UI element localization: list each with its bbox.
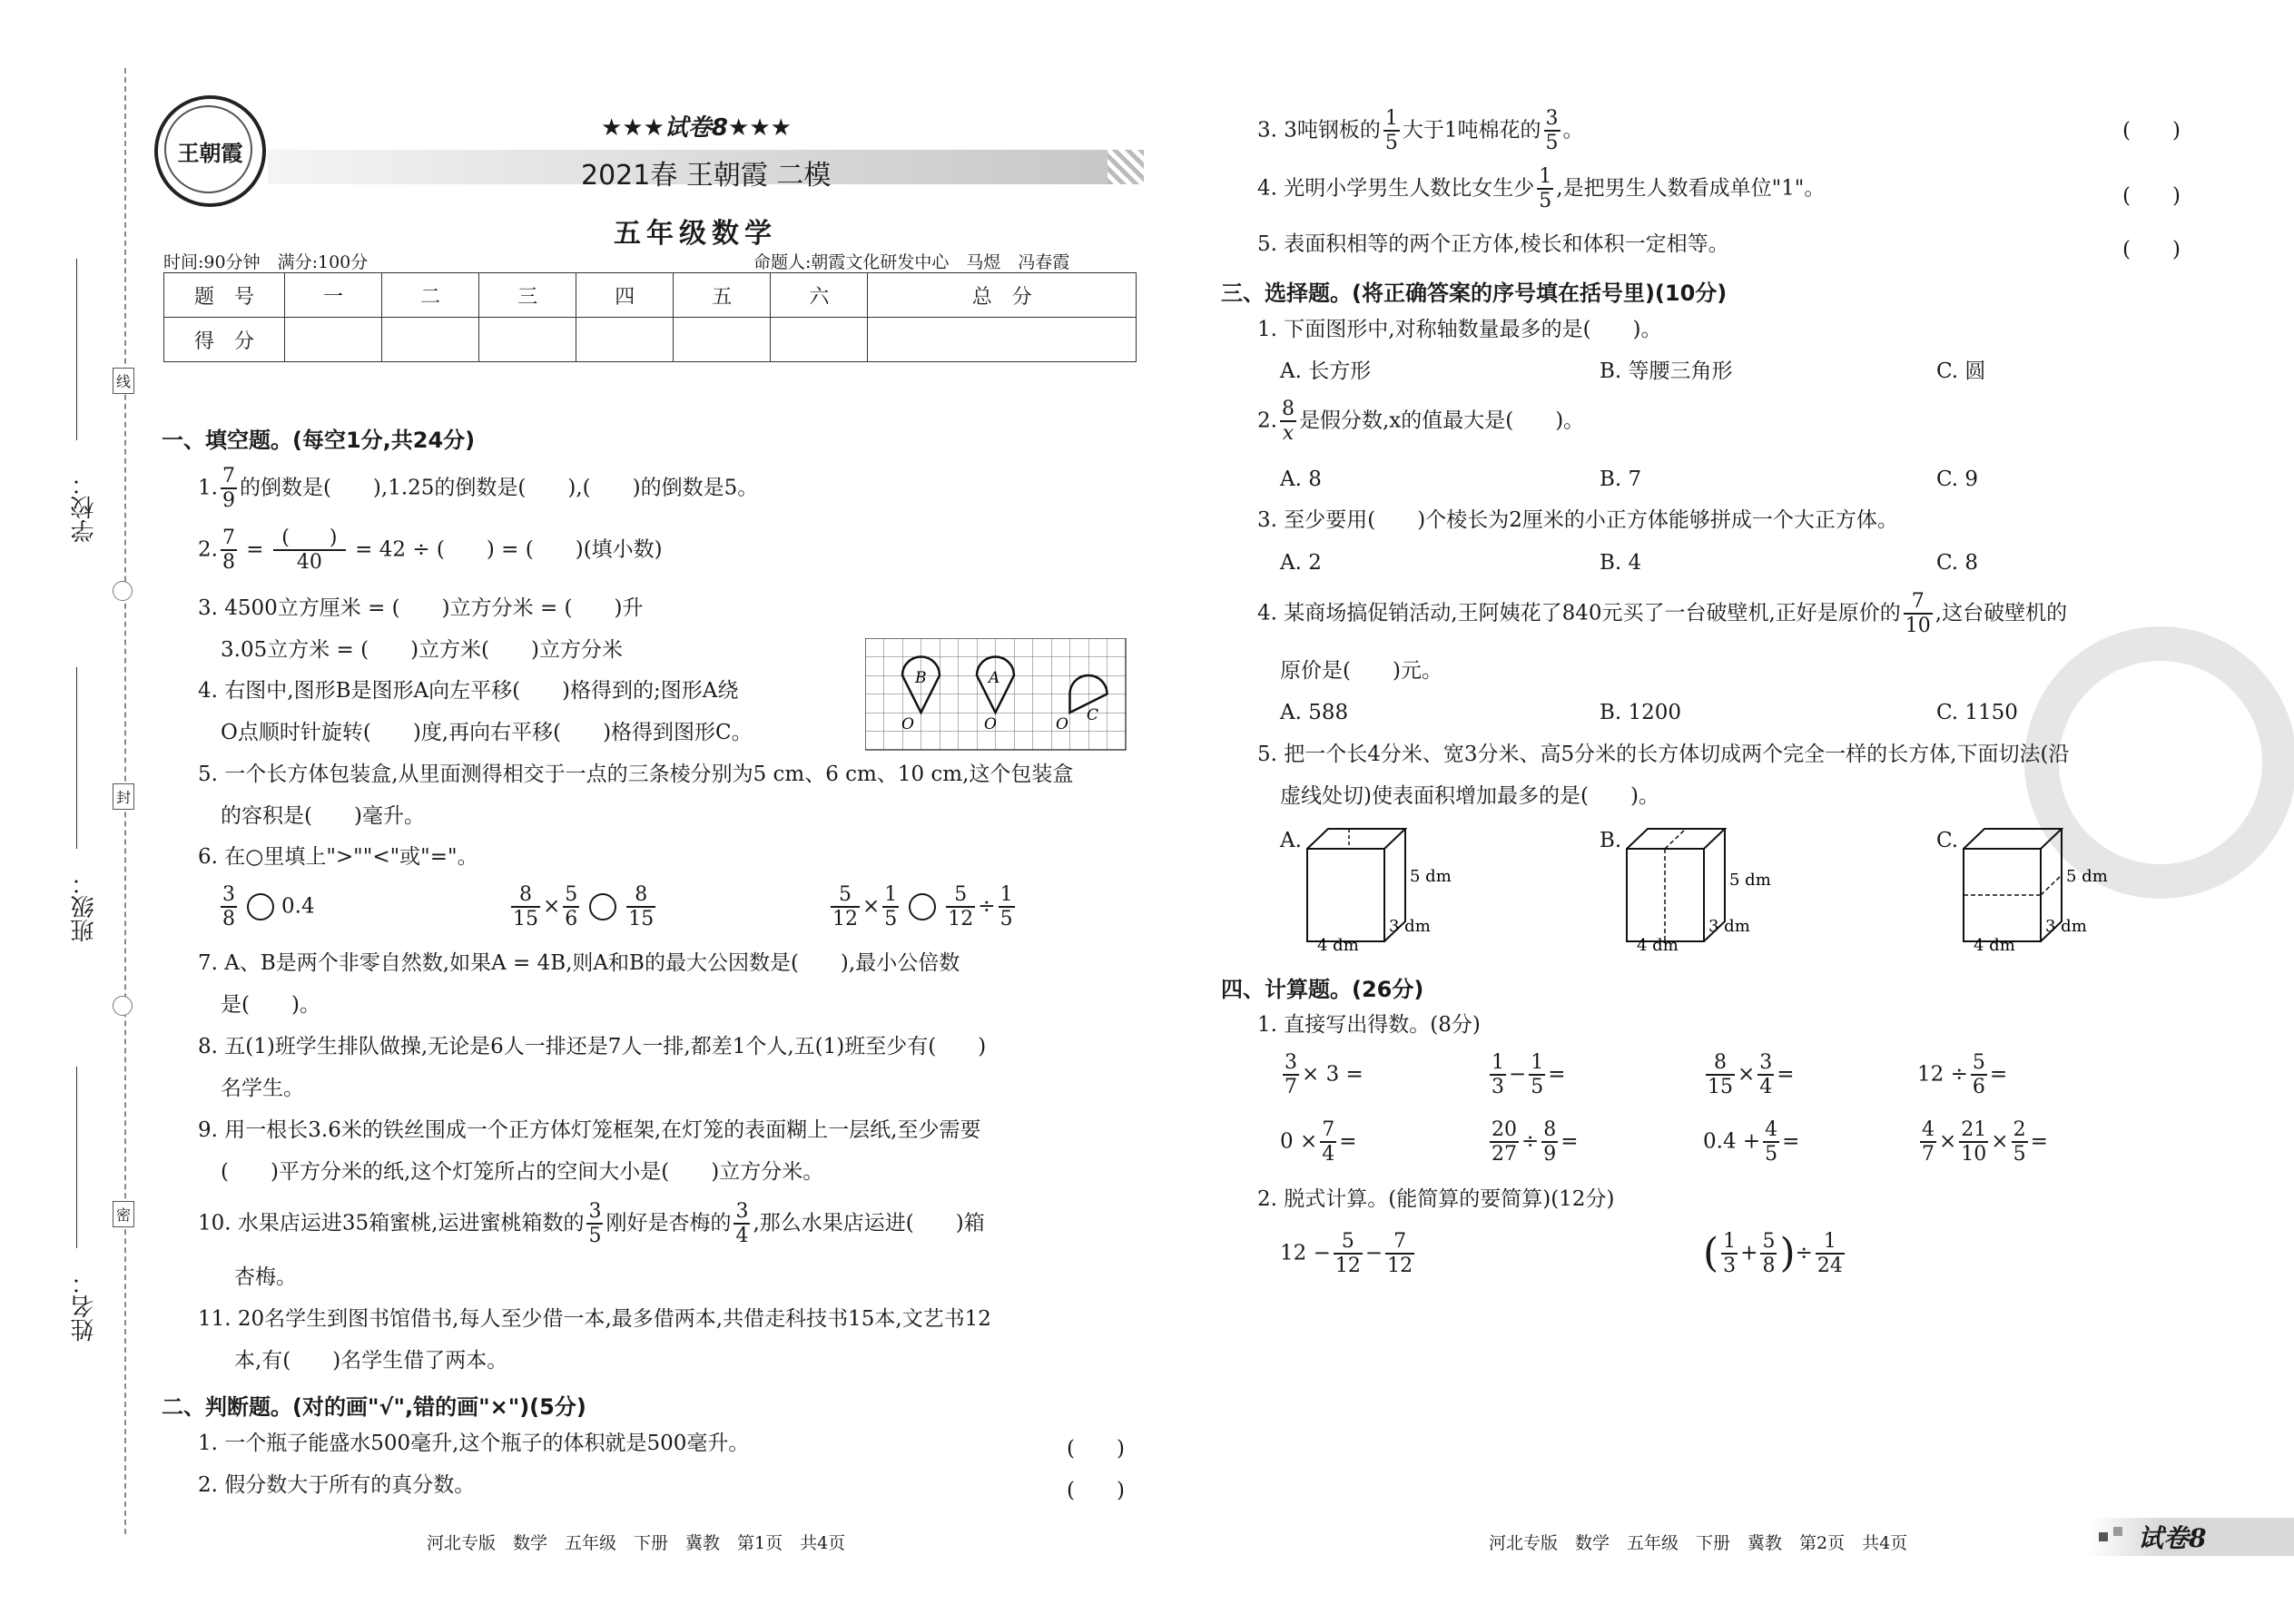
logo-text: 王朝霞	[177, 140, 243, 166]
option-a[interactable]: A. 588	[1280, 701, 1349, 724]
step-calc-1: 12 − $\frac{5}{12}$ − $\frac{7}{12}$	[1280, 1230, 1413, 1278]
fraction: $\frac{7}{9}$	[222, 465, 235, 513]
grid-figure	[865, 638, 1137, 752]
label-c: C	[1087, 706, 1099, 724]
question-11a: 11. 20名学生到图书馆借书,每人至少借一本,最多借两本,共借走科技书15本,文艺书12	[198, 1307, 991, 1331]
score-header-cell: 四	[576, 273, 674, 318]
score-header-cell: 六	[771, 273, 868, 318]
cuboid-c	[1959, 822, 2132, 953]
option-a[interactable]: A.	[1280, 829, 1302, 852]
choice-5b: 虚线处切)使表面积增加最多的是( )。	[1280, 784, 1659, 808]
score-header-cell: 五	[674, 273, 771, 318]
band-pattern	[1108, 150, 1144, 184]
answer-paren[interactable]: ( )	[2122, 184, 2181, 208]
question-4a: 4. 右图中,图形B是图形A向左平移( )格得到的;图形A绕	[198, 679, 739, 703]
binding-hole-icon	[113, 581, 133, 601]
oral-calc: $\frac{4}{7}$ × $\frac{21}{10}$ × $\frac{2}{5}$ =	[1922, 1118, 2048, 1166]
compare-item-b: $\frac{8}{15}$ × $\frac{5}{6}$ $\frac{8}{15}$	[513, 883, 655, 931]
question-5b: 的容积是( )毫升。	[221, 804, 425, 828]
judge-5: 5. 表面积相等的两个正方体,棱长和体积一定相等。	[1257, 232, 1729, 256]
oral-calc: $\frac{1}{3}$ − $\frac{1}{5}$ =	[1492, 1051, 1566, 1099]
exam-title: 2021春 王朝霞 二模	[581, 160, 832, 192]
question-10: 10. 水果店运进35箱蜜桃,运进蜜桃箱数的 $\frac{3}{5}$ 刚好是杏梅的 $\frac{3}{4}$ ,那么水果店运进( )箱	[198, 1200, 985, 1248]
score-header-cell: 二	[382, 273, 479, 318]
calc-q1: 1. 直接写出得数。(8分)	[1257, 1013, 1481, 1037]
score-header-cell: 一	[285, 273, 382, 318]
oral-calc: 0 × $\frac{7}{4}$ =	[1280, 1118, 1357, 1166]
svg-text:5 dm: 5 dm	[1410, 867, 1452, 886]
score-cell[interactable]	[382, 318, 479, 362]
question-3b: 3.05立方米 = ( )立方米( )立方分米	[221, 638, 623, 662]
score-table-header-row	[164, 273, 1137, 318]
option-b[interactable]: B. 7	[1600, 468, 1642, 491]
svg-text:4 dm: 4 dm	[1317, 936, 1359, 953]
cuboid-a	[1303, 822, 1475, 953]
option-a[interactable]: A. 长方形	[1280, 359, 1372, 383]
question-9b: ( )平方分米的纸,这个灯笼所占的空间大小是( )立方分米。	[221, 1160, 824, 1184]
option-c[interactable]: C. 1150	[1936, 701, 2018, 724]
option-b[interactable]: B.	[1600, 829, 1622, 852]
seal-mark-secret: 密	[113, 1201, 134, 1227]
seal-mark-line: 线	[113, 368, 134, 394]
logo-seal	[154, 95, 266, 207]
svg-text:3 dm: 3 dm	[1708, 917, 1750, 936]
section-title: 二、判断题。(对的画"√",错的画"×")(5分)	[162, 1394, 586, 1420]
oral-calc: $\frac{3}{7}$ × 3 =	[1285, 1051, 1364, 1099]
oral-calc: $\frac{20}{27}$ ÷ $\frac{8}{9}$ =	[1492, 1118, 1579, 1166]
score-cell[interactable]	[479, 318, 576, 362]
answer-paren[interactable]: ( )	[1067, 1479, 1125, 1502]
compare-circle[interactable]	[247, 893, 274, 920]
question-2: 2. $\frac{7}{8}$ = $\frac{( )}{40}$ = 42 ÷ ( ) = ( )(填小数)	[198, 527, 663, 575]
score-cell[interactable]	[285, 318, 382, 362]
question-4b: O点顺时针旋转( )度,再向右平移( )格得到图形C。	[221, 721, 753, 744]
label-b: B	[915, 669, 927, 687]
compare-item-a: $\frac{3}{8}$ 0.4	[222, 883, 315, 931]
score-header-cell: 三	[479, 273, 576, 318]
section-title: 三、选择题。(将正确答案的序号填在括号里)(10分)	[1221, 281, 1728, 306]
calc-q2: 2. 脱式计算。(能简算的要简算)(12分)	[1257, 1187, 1615, 1211]
section-title: 一、填空题。(每空1分,共24分)	[162, 428, 476, 453]
question-6: 6. 在○里填上">""<"或"="。	[198, 845, 478, 869]
class-label: 班级：	[71, 871, 98, 942]
score-table	[163, 272, 1137, 362]
judge-4: 4. 光明小学男生人数比女生少 $\frac{1}{5}$ ,是把男生人数看成单位"1"。	[1257, 165, 1826, 213]
answer-paren[interactable]: ( )	[2122, 119, 2181, 143]
compare-circle[interactable]	[909, 893, 936, 920]
score-header-cell: 题 号	[164, 273, 285, 318]
time-info: 时间:90分钟 满分:100分	[163, 252, 369, 272]
label-o: O	[901, 715, 914, 733]
series-label: ★★★试卷8★★★	[601, 114, 792, 142]
score-header-cell: 总 分	[868, 273, 1137, 318]
oral-calc: $\frac{8}{15}$ × $\frac{3}{4}$ =	[1708, 1051, 1795, 1099]
question-11b: 本,有( )名学生借了两本。	[234, 1349, 508, 1373]
label-o: O	[1056, 715, 1068, 733]
footer-square-icon	[2113, 1527, 2122, 1536]
school-label: 学校：	[71, 472, 98, 543]
oral-calc: 0.4 + $\frac{4}{5}$ =	[1703, 1118, 1800, 1166]
footer-right: 河北专版 数学 五年级 下册 冀教 第2页 共4页	[1489, 1533, 1908, 1553]
choice-4: 4. 某商场搞促销活动,王阿姨花了840元买了一台破壁机,正好是原价的 $\frac{7}{10}$ ,这台破壁机的	[1257, 590, 2068, 638]
svg-text:4 dm: 4 dm	[1637, 936, 1679, 953]
choice-5a: 5. 把一个长4分米、宽3分米、高5分米的长方体切成两个完全一样的长方体,下面切法(沿	[1257, 743, 2070, 766]
cuboid-b	[1622, 822, 1795, 953]
option-b[interactable]: B. 4	[1600, 551, 1642, 575]
class-underline	[76, 667, 77, 849]
name-underline	[76, 1067, 77, 1248]
seal-mark-seal: 封	[113, 783, 134, 810]
judge-2: 2. 假分数大于所有的真分数。	[198, 1473, 476, 1497]
svg-text:5 dm: 5 dm	[1729, 871, 1771, 890]
footer-tag: 试卷8	[2138, 1523, 2207, 1553]
choice-1: 1. 下面图形中,对称轴数量最多的是( )。	[1257, 318, 1662, 341]
option-c[interactable]: C. 圆	[1936, 359, 1986, 383]
question-5a: 5. 一个长方体包装盒,从里面测得相交于一点的三条棱分别为5 cm、6 cm、10 cm,这个包装盒	[198, 763, 1074, 786]
step-calc-2: ( $\frac{1}{3}$ + $\frac{5}{8}$ )÷ $\frac{1}{24}$	[1703, 1230, 1843, 1278]
score-cell[interactable]	[674, 318, 771, 362]
score-cell[interactable]	[868, 318, 1137, 362]
binding-hole-icon	[113, 996, 133, 1016]
compare-circle[interactable]	[589, 893, 616, 920]
choice-3: 3. 至少要用( )个棱长为2厘米的小正方体能够拼成一个大正方体。	[1257, 508, 1898, 532]
judge-3: 3. 3吨钢板的 $\frac{1}{5}$ 大于1吨棉花的 $\frac{3}{5}$ 。	[1257, 107, 1584, 155]
question-1: 1. $\frac{7}{9}$ 的倒数是( ),1.25的倒数是( ),( )的倒数是5。	[198, 465, 759, 513]
score-row-label: 得 分	[164, 318, 285, 362]
answer-paren[interactable]: ( )	[1067, 1437, 1125, 1461]
question-3a: 3. 4500立方厘米 = ( )立方分米 = ( )升	[198, 596, 644, 620]
score-table-score-row	[164, 318, 1137, 362]
choice-2: 2. $\frac{8}{x}$ 是假分数,x的值最大是( )。	[1257, 398, 1585, 446]
option-b[interactable]: B. 等腰三角形	[1600, 359, 1733, 383]
option-a[interactable]: A. 8	[1280, 468, 1322, 491]
choice-4b: 原价是( )元。	[1280, 659, 1442, 683]
school-underline	[76, 259, 77, 440]
svg-text:3 dm: 3 dm	[2045, 917, 2087, 936]
label-o: O	[984, 715, 997, 733]
option-c[interactable]: C. 8	[1936, 551, 1979, 575]
svg-text:3 dm: 3 dm	[1389, 917, 1431, 936]
subject-title: 五年级数学	[614, 218, 777, 250]
question-8a: 8. 五(1)班学生排队做操,无论是6人一排还是7人一排,都差1个人,五(1)班至少有( )	[198, 1035, 987, 1058]
option-c[interactable]: C. 9	[1936, 468, 1979, 491]
compare-item-c: $\frac{5}{12}$ × $\frac{1}{5}$ $\frac{5}{12}$ ÷ $\frac{1}{5}$	[832, 883, 1013, 931]
question-7a: 7. A、B是两个非零自然数,如果A = 4B,则A和B的最大公因数是( ),最小公倍数	[198, 951, 960, 975]
score-cell[interactable]	[576, 318, 674, 362]
name-label: 姓名：	[71, 1271, 98, 1342]
label-a: A	[989, 669, 1000, 687]
judge-1: 1. 一个瓶子能盛水500毫升,这个瓶子的体积就是500毫升。	[198, 1432, 750, 1455]
footer-left: 河北专版 数学 五年级 下册 冀教 第1页 共4页	[427, 1533, 846, 1553]
option-b[interactable]: B. 1200	[1600, 701, 1682, 724]
section-title: 四、计算题。(26分)	[1221, 977, 1424, 1002]
question-7b: 是( )。	[221, 993, 320, 1017]
question-10b: 杏梅。	[234, 1265, 297, 1289]
score-cell[interactable]	[771, 318, 868, 362]
authors: 命题人:朝霞文化研发中心 马煜 冯春霞	[753, 252, 1070, 272]
answer-paren[interactable]: ( )	[2122, 238, 2181, 261]
option-a[interactable]: A. 2	[1280, 551, 1322, 575]
svg-text:5 dm: 5 dm	[2066, 867, 2108, 886]
footer-square-icon	[2099, 1532, 2108, 1541]
option-c[interactable]: C.	[1936, 829, 1959, 852]
question-8b: 名学生。	[221, 1077, 304, 1100]
question-9a: 9. 用一根长3.6米的铁丝围成一个正方体灯笼框架,在灯笼的表面糊上一层纸,至少需要	[198, 1118, 981, 1142]
oral-calc: 12 ÷ $\frac{5}{6}$ =	[1917, 1051, 2008, 1099]
svg-text:4 dm: 4 dm	[1974, 936, 2015, 953]
